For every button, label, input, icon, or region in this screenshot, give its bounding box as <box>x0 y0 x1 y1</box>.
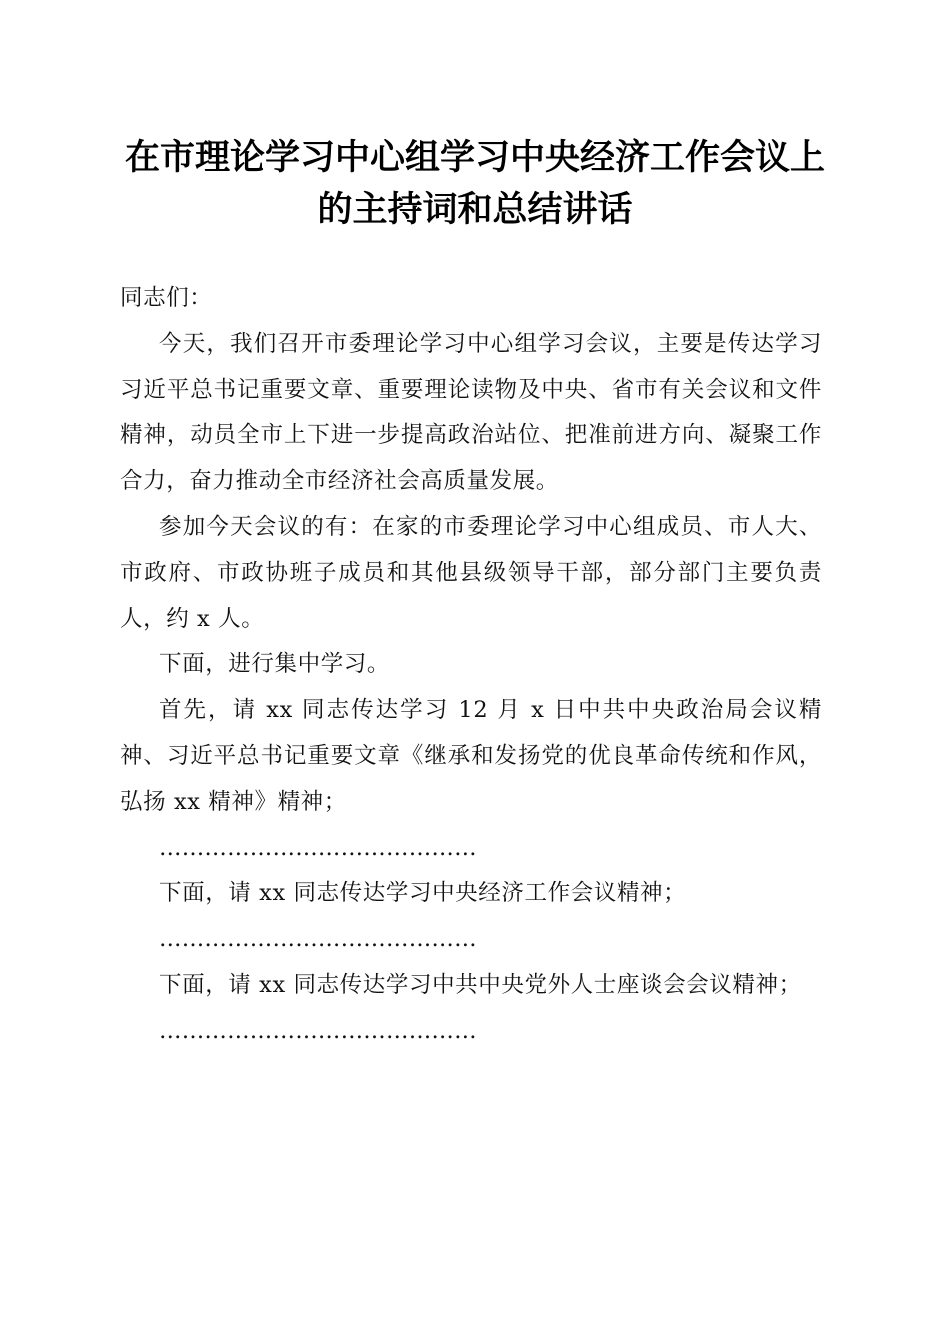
ellipsis-line: …………………………………… <box>159 1017 477 1044</box>
title-line-2: 的主持词和总结讲话 <box>317 190 633 230</box>
paragraph-opening: 今天，我们召开市委理论学习中心组学习会议，主要是传达学习习近平总书记重要文章、重要理论读物及中央、省市有关会议和文件精神，动员全市上下进一步提高政治站位、把准前进方向、凝聚工作合力，奋力推动全市经济社会高质量发展。 <box>120 330 822 495</box>
paragraph-attendees: 参加今天会议的有：在家的市委理论学习中心组成员、市人大、市政府、市政协班子成员和其他县级领导干部，部分部门主要负责人，约 x 人。 <box>120 513 822 632</box>
title-line-1: 在市理论学习中心组学习中央经济工作会议上 <box>124 138 825 178</box>
paragraph-second-item: 下面，请 xx 同志传达学习中央经济工作会议精神； <box>159 880 687 907</box>
paragraph-study-intro: 下面，进行集中学习。 <box>159 651 391 678</box>
salutation: 同志们： <box>120 285 213 311</box>
document-title <box>110 132 840 236</box>
paragraph-first-item: 首先，请 xx 同志传达学习 12 月 x 日中共中央政治局会议精神、习近平总书记重要文章《继承和发扬党的优良革命传统和作风，弘扬 xx 精神》精神； <box>120 697 822 815</box>
document-body <box>120 276 822 1055</box>
paragraph-third-item: 下面，请 xx 同志传达学习中共中央党外人士座谈会会议精神； <box>159 971 802 998</box>
ellipsis-line: …………………………………… <box>159 834 477 861</box>
ellipsis-line: …………………………………… <box>159 926 477 953</box>
